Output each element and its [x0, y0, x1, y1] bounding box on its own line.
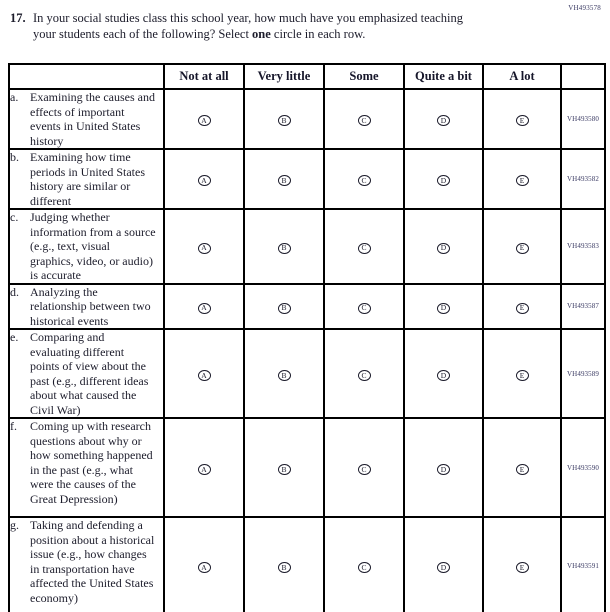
row-label: Coming up with research questions about why or how something happened in the past (e.g., what were the causes of the Great Depression)	[30, 419, 153, 506]
option-circle-not-at-all[interactable]: A	[198, 464, 211, 475]
question-text-part2: circle in each row.	[270, 26, 366, 41]
question-text-bold: one	[252, 26, 271, 41]
row-code: VH493583	[561, 209, 605, 284]
row-code: VH493580	[561, 89, 605, 149]
option-circle-not-at-all[interactable]: A	[198, 303, 211, 314]
option-circle-quite-a-bit[interactable]: D	[437, 303, 450, 314]
table-row-b	[9, 149, 605, 209]
column-header-not-at-all: Not at all	[164, 64, 244, 89]
option-circle-quite-a-bit[interactable]: D	[437, 562, 450, 573]
row-code: VH493587	[561, 284, 605, 330]
table-row-f	[9, 418, 605, 517]
question-text-part1: In your social studies class this school year, how much have you emphasized teaching your students each of the following? Select	[33, 11, 463, 41]
option-circle-a-lot[interactable]: E	[516, 562, 529, 573]
option-circle-very-little[interactable]: B	[278, 562, 291, 573]
table-header-row	[9, 64, 605, 89]
option-circle-not-at-all[interactable]: A	[198, 115, 211, 126]
option-circle-some[interactable]: C	[358, 115, 371, 126]
row-letter: a.	[10, 90, 19, 104]
option-circle-very-little[interactable]: B	[278, 175, 291, 186]
option-circle-some[interactable]: C	[358, 175, 371, 186]
option-circle-very-little[interactable]: B	[278, 243, 291, 254]
column-header-a-lot: A lot	[483, 64, 561, 89]
option-circle-a-lot[interactable]: E	[516, 464, 529, 475]
row-code: VH493590	[561, 418, 605, 517]
page-accession-code: VH493578	[568, 4, 601, 12]
table-row-d	[9, 284, 605, 330]
option-circle-a-lot[interactable]: E	[516, 175, 529, 186]
option-circle-a-lot[interactable]: E	[516, 303, 529, 314]
option-circle-quite-a-bit[interactable]: D	[437, 243, 450, 254]
option-circle-very-little[interactable]: B	[278, 464, 291, 475]
question-text	[33, 11, 475, 42]
option-circle-not-at-all[interactable]: A	[198, 562, 211, 573]
option-circle-a-lot[interactable]: E	[516, 243, 529, 254]
option-circle-very-little[interactable]: B	[278, 115, 291, 126]
option-circle-very-little[interactable]: B	[278, 303, 291, 314]
option-circle-some[interactable]: C	[358, 243, 371, 254]
table-row-e	[9, 329, 605, 418]
option-circle-quite-a-bit[interactable]: D	[437, 464, 450, 475]
option-circle-some[interactable]: C	[358, 303, 371, 314]
row-label: Comparing and evaluating different points of view about the past (e.g., different ideas about what caused the Civil War)	[30, 330, 149, 417]
option-circle-some[interactable]: C	[358, 464, 371, 475]
column-header-very-little: Very little	[244, 64, 324, 89]
column-header-quite-a-bit: Quite a bit	[404, 64, 483, 89]
row-code: VH493591	[561, 517, 605, 612]
row-label: Examining the causes and effects of important events in United States history	[30, 90, 155, 148]
option-circle-quite-a-bit[interactable]: D	[437, 175, 450, 186]
option-circle-a-lot[interactable]: E	[516, 370, 529, 381]
row-letter: b.	[10, 150, 19, 164]
row-letter: e.	[10, 330, 19, 344]
header-blank-label	[9, 64, 164, 89]
response-matrix-table	[8, 63, 606, 612]
option-circle-very-little[interactable]: B	[278, 370, 291, 381]
table-row-a	[9, 89, 605, 149]
question-number: 17.	[10, 11, 26, 25]
option-circle-not-at-all[interactable]: A	[198, 370, 211, 381]
table-row-c	[9, 209, 605, 284]
row-letter: g.	[10, 518, 19, 532]
header-blank-code	[561, 64, 605, 89]
row-label: Examining how time periods in United States history are similar or different	[30, 150, 145, 208]
row-code: VH493589	[561, 329, 605, 418]
row-label: Analyzing the relationship between two historical events	[30, 284, 151, 328]
table-row-g	[9, 517, 605, 612]
row-letter: d.	[10, 284, 19, 299]
row-label: Judging whether information from a source (e.g., text, visual graphics, video, or audio) is accurate	[30, 210, 156, 282]
column-header-some: Some	[324, 64, 404, 89]
row-letter: c.	[10, 210, 19, 224]
option-circle-some[interactable]: C	[358, 370, 371, 381]
option-circle-not-at-all[interactable]: A	[198, 243, 211, 254]
option-circle-a-lot[interactable]: E	[516, 115, 529, 126]
row-code: VH493582	[561, 149, 605, 209]
option-circle-quite-a-bit[interactable]: D	[437, 370, 450, 381]
row-label: Taking and defending a position about a historical issue (e.g., how changes in transportation have affected the United States economy)	[30, 518, 155, 605]
row-letter: f.	[10, 419, 17, 433]
option-circle-quite-a-bit[interactable]: D	[437, 115, 450, 126]
option-circle-some[interactable]: C	[358, 562, 371, 573]
option-circle-not-at-all[interactable]: A	[198, 175, 211, 186]
question-block	[10, 11, 480, 42]
